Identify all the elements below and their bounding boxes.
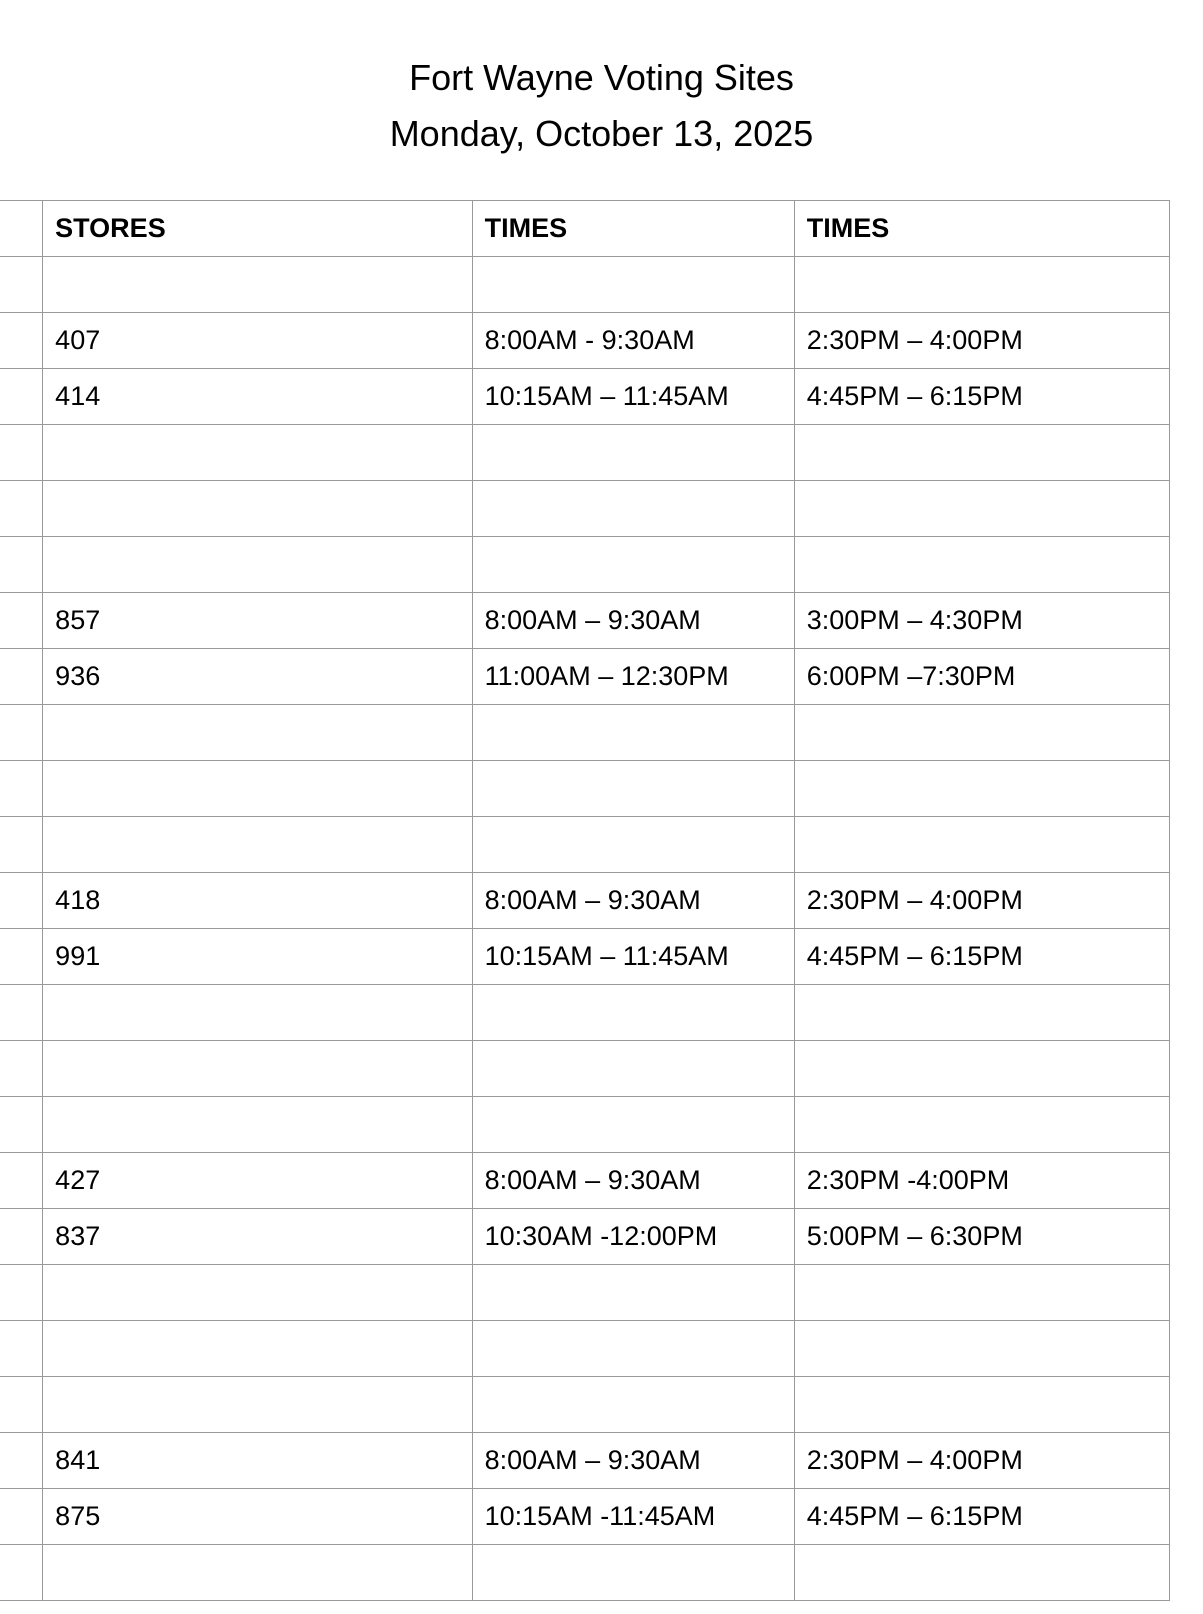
store-cell: 936 <box>43 649 472 705</box>
table-row <box>0 873 1170 929</box>
time-cell-1: 8:00AM – 9:30AM <box>472 873 794 929</box>
table-row <box>0 1433 1170 1489</box>
store-cell <box>43 1545 472 1601</box>
time-cell-1: 10:15AM -11:45AM <box>472 1489 794 1545</box>
table-row <box>0 1489 1170 1545</box>
time-cell-2: 2:30PM – 4:00PM <box>794 873 1169 929</box>
row-cell-blank <box>0 1041 43 1097</box>
store-cell <box>43 705 472 761</box>
store-cell: 875 <box>43 1489 472 1545</box>
table-row <box>0 425 1170 481</box>
row-cell-blank <box>0 1209 43 1265</box>
time-cell-2: 3:00PM – 4:30PM <box>794 593 1169 649</box>
time-cell-1 <box>472 1041 794 1097</box>
table-row <box>0 1209 1170 1265</box>
row-cell-blank <box>0 705 43 761</box>
time-cell-2 <box>794 1377 1169 1433</box>
store-cell <box>43 537 472 593</box>
time-cell-1: 8:00AM – 9:30AM <box>472 1153 794 1209</box>
time-cell-1 <box>472 481 794 537</box>
table-row <box>0 313 1170 369</box>
time-cell-1 <box>472 425 794 481</box>
row-cell-blank <box>0 817 43 873</box>
time-cell-2: 4:45PM – 6:15PM <box>794 369 1169 425</box>
store-cell: 841 <box>43 1433 472 1489</box>
row-cell-blank <box>0 1153 43 1209</box>
row-cell-blank <box>0 369 43 425</box>
time-cell-1 <box>472 761 794 817</box>
time-cell-1: 10:30AM -12:00PM <box>472 1209 794 1265</box>
row-cell-blank <box>0 481 43 537</box>
time-cell-2: 5:00PM – 6:30PM <box>794 1209 1169 1265</box>
time-cell-2 <box>794 257 1169 313</box>
table-row <box>0 1265 1170 1321</box>
time-cell-1 <box>472 1377 794 1433</box>
table-row <box>0 649 1170 705</box>
store-cell: 418 <box>43 873 472 929</box>
store-cell: 427 <box>43 1153 472 1209</box>
row-cell-blank <box>0 649 43 705</box>
time-cell-1 <box>472 817 794 873</box>
time-cell-2 <box>794 761 1169 817</box>
time-cell-1: 11:00AM – 12:30PM <box>472 649 794 705</box>
store-cell: 991 <box>43 929 472 985</box>
time-cell-1 <box>472 257 794 313</box>
row-cell-blank <box>0 985 43 1041</box>
row-cell-blank <box>0 1545 43 1601</box>
row-cell-blank <box>0 1433 43 1489</box>
document-title: Fort Wayne Voting Sites <box>409 57 794 98</box>
row-cell-blank <box>0 1377 43 1433</box>
store-cell: 407 <box>43 313 472 369</box>
time-cell-2 <box>794 425 1169 481</box>
time-cell-2: 4:45PM – 6:15PM <box>794 1489 1169 1545</box>
table-row <box>0 1097 1170 1153</box>
store-cell <box>43 425 472 481</box>
table-row <box>0 257 1170 313</box>
store-cell <box>43 1041 472 1097</box>
time-cell-1 <box>472 1097 794 1153</box>
store-cell: 857 <box>43 593 472 649</box>
time-cell-1 <box>472 985 794 1041</box>
time-cell-2: 6:00PM –7:30PM <box>794 649 1169 705</box>
store-cell <box>43 1097 472 1153</box>
store-cell <box>43 1321 472 1377</box>
header-cell-times-1: TIMES <box>472 201 794 257</box>
table-row <box>0 369 1170 425</box>
time-cell-2: 4:45PM – 6:15PM <box>794 929 1169 985</box>
table-row <box>0 985 1170 1041</box>
time-cell-1: 8:00AM - 9:30AM <box>472 313 794 369</box>
time-cell-2 <box>794 537 1169 593</box>
time-cell-2: 2:30PM – 4:00PM <box>794 1433 1169 1489</box>
header-cell-blank <box>0 201 43 257</box>
row-cell-blank <box>0 1489 43 1545</box>
time-cell-1: 8:00AM – 9:30AM <box>472 593 794 649</box>
table-row <box>0 1153 1170 1209</box>
time-cell-2 <box>794 1097 1169 1153</box>
row-cell-blank <box>0 873 43 929</box>
row-cell-blank <box>0 537 43 593</box>
table-row <box>0 481 1170 537</box>
time-cell-1: 10:15AM – 11:45AM <box>472 369 794 425</box>
table-row <box>0 1545 1170 1601</box>
store-cell <box>43 761 472 817</box>
time-cell-2: 2:30PM – 4:00PM <box>794 313 1169 369</box>
time-cell-2 <box>794 705 1169 761</box>
table-row <box>0 817 1170 873</box>
schedule-table <box>0 200 1170 1601</box>
row-cell-blank <box>0 313 43 369</box>
time-cell-2 <box>794 985 1169 1041</box>
table-row <box>0 1041 1170 1097</box>
row-cell-blank <box>0 761 43 817</box>
row-cell-blank <box>0 425 43 481</box>
row-cell-blank <box>0 257 43 313</box>
time-cell-1 <box>472 1321 794 1377</box>
table-row <box>0 1377 1170 1433</box>
document-header <box>0 50 1203 162</box>
time-cell-2 <box>794 1041 1169 1097</box>
store-cell <box>43 985 472 1041</box>
store-cell <box>43 1265 472 1321</box>
time-cell-1 <box>472 1265 794 1321</box>
document-date: Monday, October 13, 2025 <box>389 113 814 154</box>
store-cell: 414 <box>43 369 472 425</box>
table-row <box>0 593 1170 649</box>
table-header-row <box>0 201 1170 257</box>
table-row <box>0 1321 1170 1377</box>
store-cell <box>43 1377 472 1433</box>
row-cell-blank <box>0 929 43 985</box>
store-cell <box>43 257 472 313</box>
time-cell-2 <box>794 1545 1169 1601</box>
time-cell-1 <box>472 537 794 593</box>
time-cell-1: 10:15AM – 11:45AM <box>472 929 794 985</box>
store-cell <box>43 481 472 537</box>
table-row <box>0 929 1170 985</box>
time-cell-1 <box>472 1545 794 1601</box>
row-cell-blank <box>0 593 43 649</box>
row-cell-blank <box>0 1321 43 1377</box>
header-cell-times-2: TIMES <box>794 201 1169 257</box>
table-body <box>0 257 1170 1601</box>
table-row <box>0 537 1170 593</box>
time-cell-2 <box>794 481 1169 537</box>
store-cell <box>43 817 472 873</box>
row-cell-blank <box>0 1265 43 1321</box>
table-row <box>0 761 1170 817</box>
time-cell-2: 2:30PM -4:00PM <box>794 1153 1169 1209</box>
row-cell-blank <box>0 1097 43 1153</box>
table-row <box>0 705 1170 761</box>
time-cell-1 <box>472 705 794 761</box>
time-cell-1: 8:00AM – 9:30AM <box>472 1433 794 1489</box>
time-cell-2 <box>794 1321 1169 1377</box>
store-cell: 837 <box>43 1209 472 1265</box>
time-cell-2 <box>794 1265 1169 1321</box>
header-cell-stores: STORES <box>43 201 472 257</box>
time-cell-2 <box>794 817 1169 873</box>
